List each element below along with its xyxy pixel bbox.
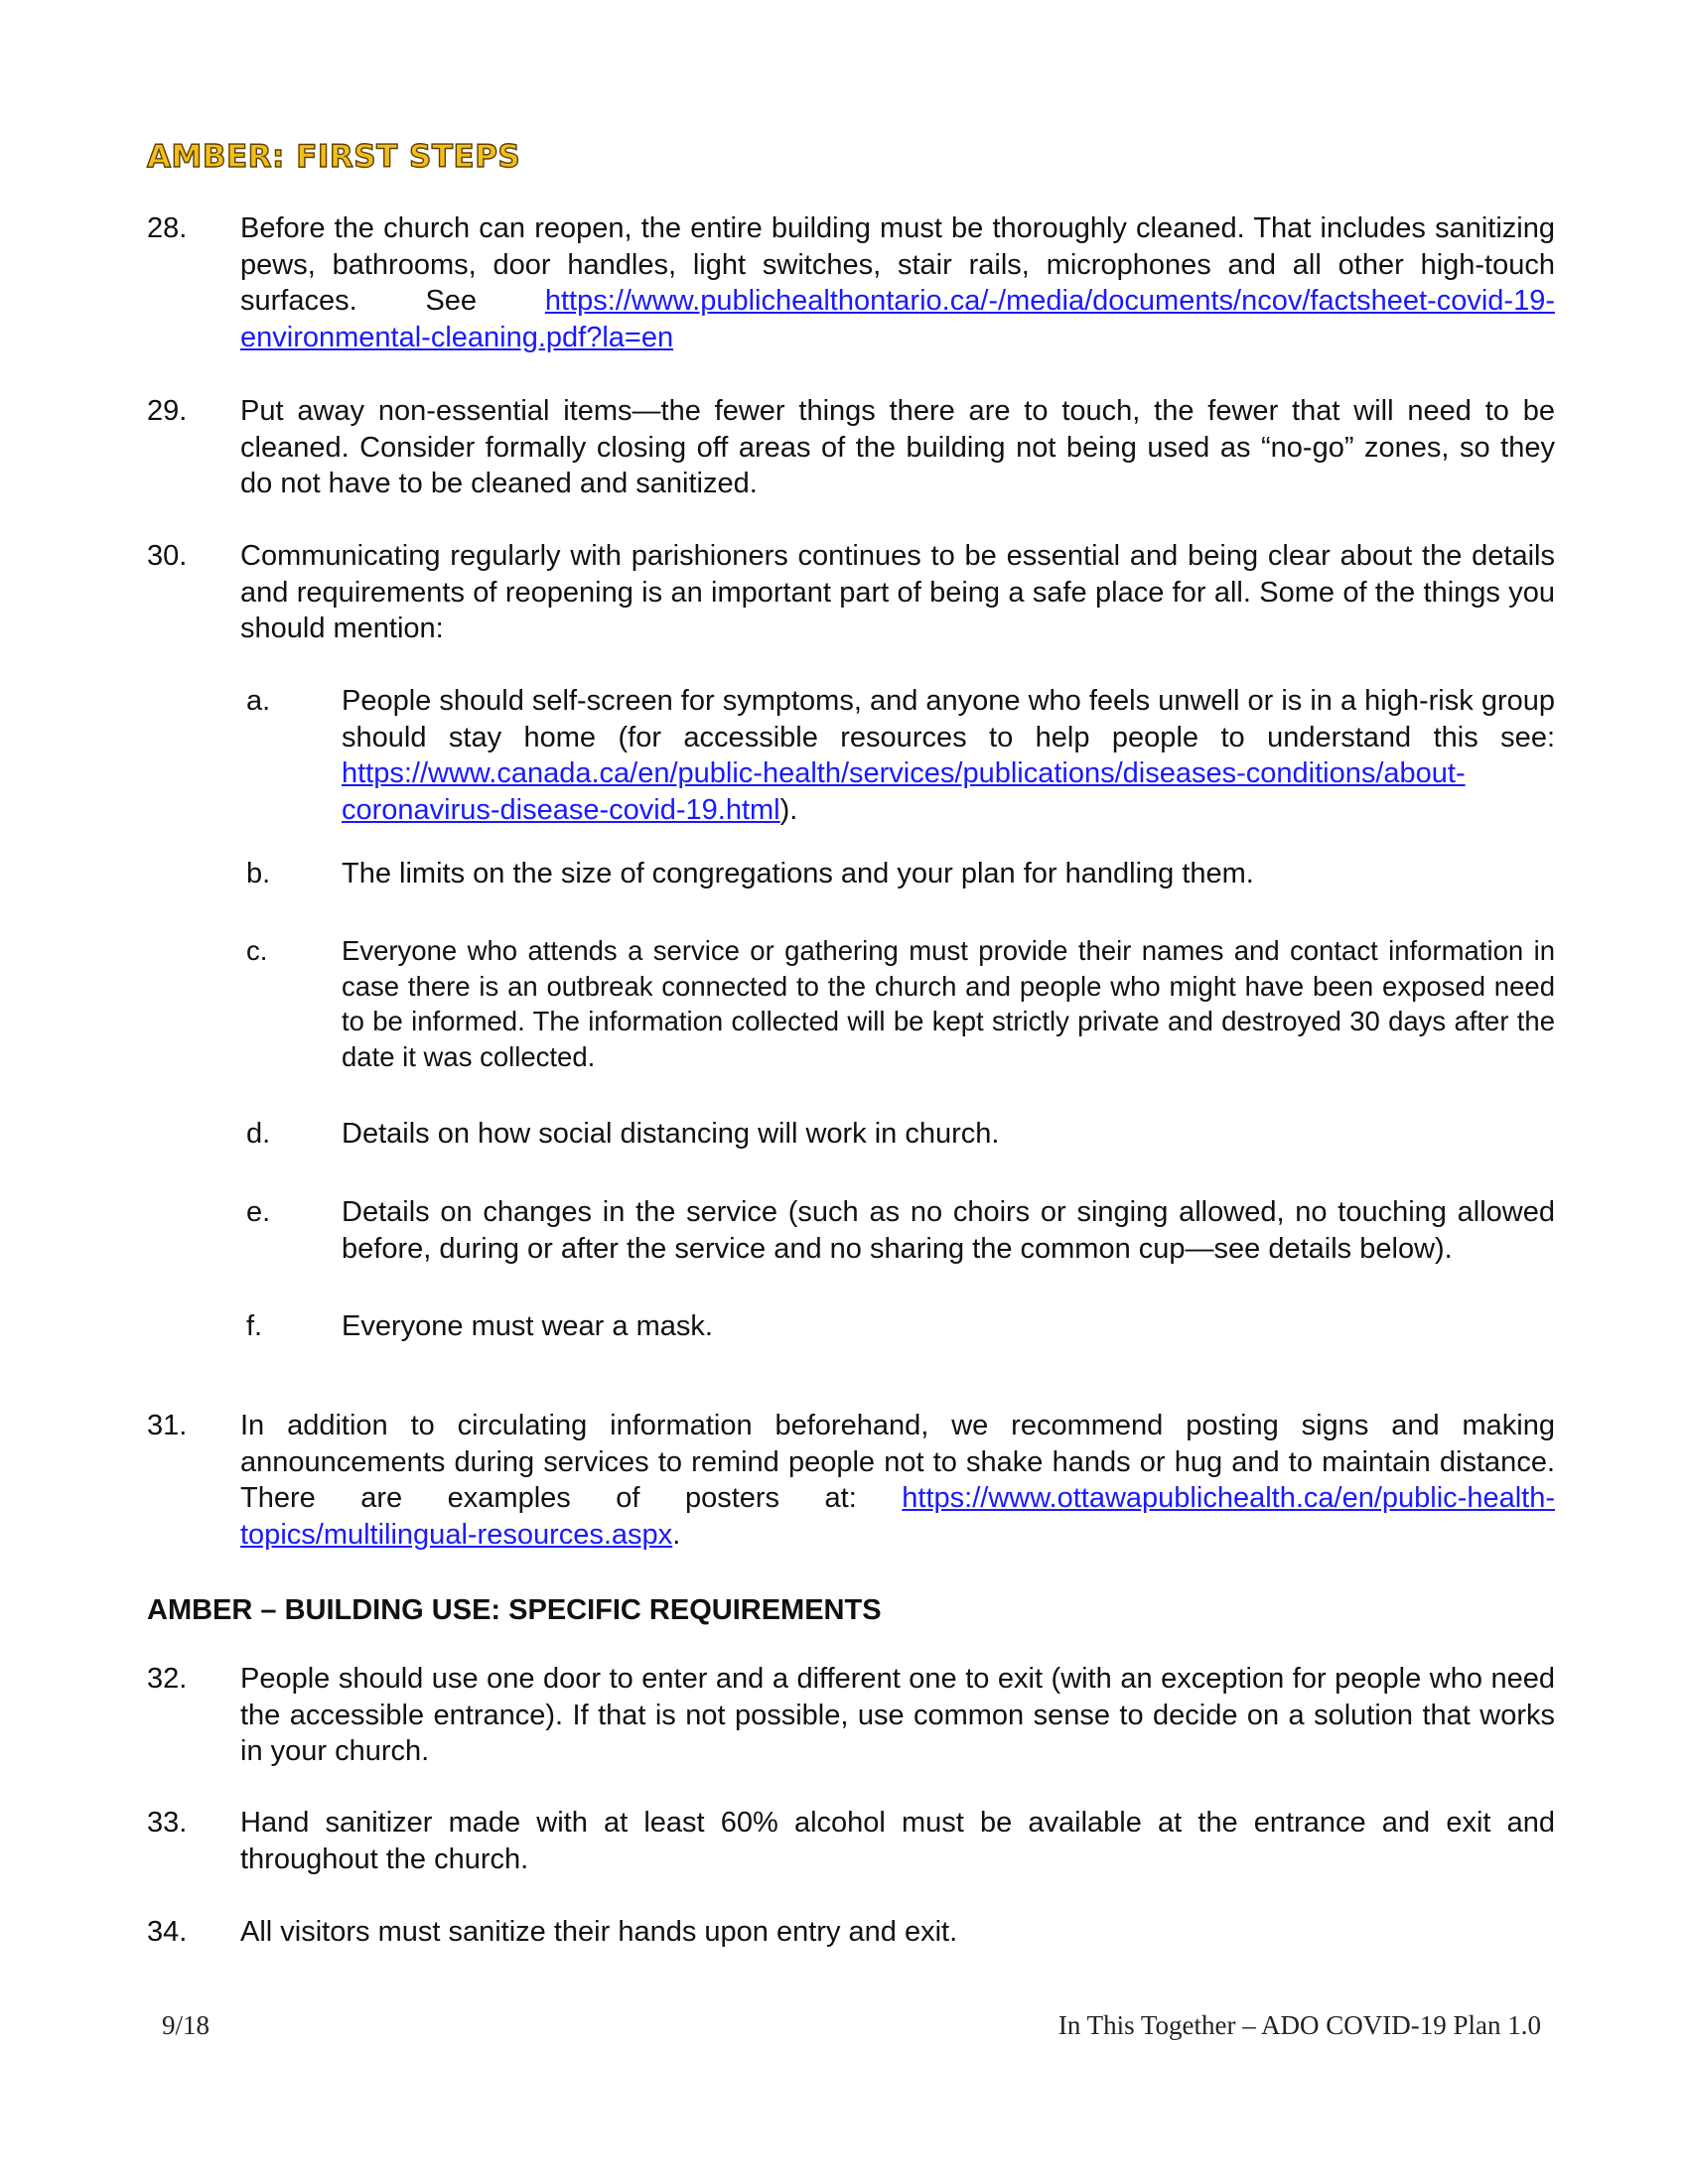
item-number: 32. — [147, 1663, 188, 1695]
sub-item-letter: c. — [246, 935, 268, 966]
sub-item-letter: d. — [246, 1118, 271, 1150]
item-text: Hand sanitizer made with at least 60% alcohol must be available at the entrance and exit and throughout the church. — [240, 1807, 1555, 1875]
list-item-31 — [147, 1408, 1555, 1553]
sub-item-d — [246, 1116, 1555, 1153]
list-item-32 — [147, 1661, 1555, 1770]
item-number: 29. — [147, 395, 188, 427]
sub-item-text — [342, 683, 1555, 828]
item-text-part: . — [672, 1518, 681, 1551]
sub-item-c — [246, 933, 1555, 1074]
ottawa-posters-link[interactable]: https://www.ottawapublichealth.ca/en/public-health-topics/multilingual-resources.aspx — [240, 1482, 1555, 1551]
sub-item-text: The limits on the size of congregations and your plan for handling them. — [342, 858, 1254, 889]
item-number: 34. — [147, 1916, 188, 1948]
sub-item-letter: a. — [246, 685, 271, 717]
list-item-28 — [147, 210, 1555, 355]
footer-title: In This Together – ADO COVID-19 Plan 1.0 — [1057, 2010, 1541, 2040]
sub-item-text: Everyone who attends a service or gathering must provide their names and contact information in case there is an outbreak connected to the church and people who might have been exposed need to be informed. The information collected will be kept strictly private and destroyed 30 days after the date it was collected. — [342, 935, 1555, 1072]
item-text — [240, 210, 1555, 355]
item-number: 33. — [147, 1807, 188, 1839]
section-heading-first-steps: AMBER: FIRST STEPS — [147, 139, 521, 175]
section-heading-building-use: AMBER – BUILDING USE: SPECIFIC REQUIREMENTS — [147, 1594, 882, 1626]
item-text-part: Before the church can reopen, the entire building must be thoroughly cleaned. That includes sanitizing pews, bathrooms, door handles, light switches, stair rails, microphones and all other high-touch surfaces. See — [240, 212, 1555, 317]
sub-item-text: Details on changes in the service (such as no choirs or singing allowed, no touching allowed before, during or after the service and no sharing the common cup—see details below). — [342, 1196, 1555, 1265]
page-number: 9/18 — [162, 2010, 211, 2040]
sub-item-letter: b. — [246, 858, 271, 889]
item-text — [240, 1408, 1555, 1553]
sub-item-text-part: ). — [779, 793, 798, 826]
cleaning-factsheet-link[interactable]: https://www.publichealthontario.ca/-/media/documents/ncov/factsheet-covid-19-environmental-cleaning.pdf?la=en — [240, 285, 1555, 353]
item-text: People should use one door to enter and a different one to exit (with an exception for people who need the accessible entrance). If that is not possible, use common sense to decide on a solution that works in your church. — [240, 1663, 1555, 1767]
sub-item-f — [246, 1308, 1555, 1345]
item-number: 31. — [147, 1410, 188, 1441]
list-item-33 — [147, 1805, 1555, 1877]
sub-item-letter: f. — [246, 1310, 263, 1342]
sub-item-text-part: People should self-screen for symptoms, and anyone who feels unwell or is in a high-risk group should stay home (for accessible resources to help people to understand this see: — [342, 685, 1555, 753]
item-text-part: In addition to circulating information beforehand, we recommend posting signs and making announcements during services to remind people not to shake hands or hug and to maintain distance. There are examples of posters at: — [240, 1410, 1555, 1514]
list-item-34 — [147, 1914, 1555, 1951]
sub-item-e — [246, 1194, 1555, 1267]
sub-item-a — [246, 683, 1555, 828]
sub-item-b — [246, 856, 1555, 892]
item-text: Put away non-essential items—the fewer things there are to touch, the fewer that will need to be cleaned. Consider formally closing off areas of the building not being used as “no-go” zones, so they do not have to be cleaned and sanitized. — [240, 395, 1555, 499]
list-item-29 — [147, 393, 1555, 502]
sub-item-text: Everyone must wear a mask. — [342, 1310, 713, 1342]
sub-item-text: Details on how social distancing will work in church. — [342, 1118, 1000, 1150]
canada-covid-link[interactable]: https://www.canada.ca/en/public-health/services/publications/diseases-conditions/about-coronavirus-disease-covid-19.html — [342, 757, 1466, 826]
item-text: All visitors must sanitize their hands upon entry and exit. — [240, 1916, 958, 1948]
list-item-30 — [147, 538, 1555, 647]
item-text: Communicating regularly with parishioners continues to be essential and being clear about the details and requirements of reopening is an important part of being a safe place for all. Some of the things you should mention: — [240, 540, 1555, 644]
item-number: 28. — [147, 212, 188, 244]
item-number: 30. — [147, 540, 188, 572]
sub-item-letter: e. — [246, 1196, 271, 1228]
